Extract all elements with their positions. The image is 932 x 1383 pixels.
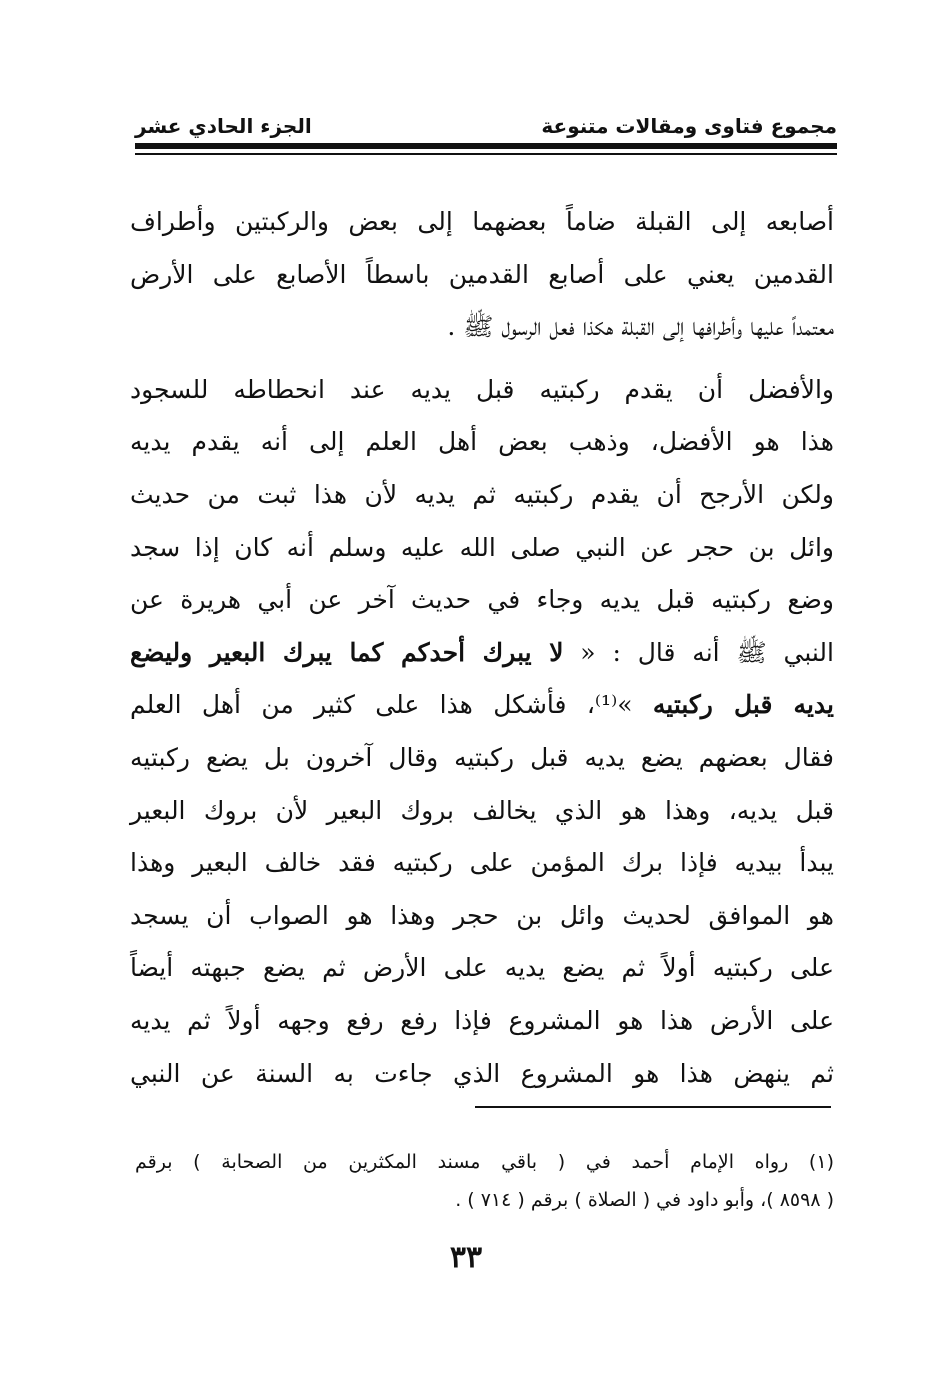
volume-title: الجزء الحادي عشر bbox=[135, 114, 312, 138]
hadith-text: يديه قبل ركبتيه bbox=[652, 690, 834, 720]
text-line: هو الموافق لحديث وائل بن حجر وهذا هو الصواب أن يسجد bbox=[130, 900, 834, 930]
text-line: يبدأ بيديه فإذا برك المؤمن على ركبتيه فقد خالف البعير وهذا bbox=[130, 848, 834, 878]
text-line: وضع ركبتيه قبل يديه وجاء في حديث آخر عن أبي هريرة عن bbox=[130, 585, 834, 615]
hadith-text: لا يبرك أحدكم كما يبرك البعير وليضع bbox=[130, 637, 564, 667]
header-rule-thick bbox=[135, 143, 837, 149]
text-line: وائل بن حجر عن النبي صلى الله عليه وسلم أنه كان إذا سجد bbox=[130, 532, 834, 562]
book-title: مجموع فتاوى ومقالات متنوعة bbox=[541, 114, 837, 138]
footnote-line: ( ٨٥٩٨ )، وأبو داود في ( الصلاة ) برقم ( ٧١٤ ) . bbox=[455, 1189, 834, 1211]
text-line: أصابعه إلى القبلة ضاماً بعضهما إلى بعض والركبتين وأطراف bbox=[130, 207, 834, 236]
text-line: القدمين يعني على أصابع القدمين باسطاً الأصابع على الأرض bbox=[130, 259, 834, 289]
text-line: والأفضل أن يقدم ركبتيه قبل يديه عند انحطاطه للسجود bbox=[130, 374, 834, 404]
text-line: على ركبتيه أولاً ثم يضع يديه على الأرض ثم يضع جبهته أيضاً bbox=[130, 953, 834, 983]
text-line: قبل يديه، وهذا هو الذي يخالف بروك البعير لأن بروك البعير bbox=[130, 795, 834, 825]
quote-outro: »⁽¹⁾، فأشكل هذا على كثير من أهل العلم bbox=[130, 690, 653, 720]
paragraph-gap bbox=[130, 354, 834, 364]
text-line: ولكن الأرجح أن يقدم ركبتيه ثم يديه لأن هذا ثبت من حديث bbox=[130, 479, 834, 509]
text-line: على الأرض هذا هو المشروع فإذا رفع رفع وجهه أولاً ثم يديه bbox=[130, 1005, 834, 1035]
page-number: ٣٣ bbox=[449, 1240, 483, 1275]
text-line: ثم ينهض هذا هو المشروع الذي جاءت به السنة عن النبي bbox=[130, 1058, 834, 1088]
footnote-separator bbox=[475, 1106, 831, 1108]
footnote-line: (١) رواه الإمام أحمد في ( باقي مسند المكثرين من الصحابة ) برقم bbox=[135, 1151, 834, 1173]
text-line-hadith-start bbox=[130, 627, 834, 680]
text-line: هذا هو الأفضل، وذهب بعض أهل العلم إلى أنه يقدم يديه bbox=[130, 427, 834, 457]
header-rule-thin bbox=[135, 153, 837, 155]
main-text bbox=[130, 196, 834, 1100]
text-line: معتمداً عليها وأطرافها إلى القبلة هكذا فعل الرسول ﷺ . bbox=[447, 312, 834, 342]
text-line-hadith-end bbox=[130, 679, 834, 732]
text-line: فقال بعضهم يضع يديه قبل ركبتيه وقال آخرون بل يضع ركبتيه bbox=[130, 742, 834, 772]
running-header bbox=[135, 108, 837, 144]
quote-intro: النبي ﷺ أنه قال : « bbox=[563, 637, 834, 667]
footnote bbox=[135, 1143, 834, 1219]
